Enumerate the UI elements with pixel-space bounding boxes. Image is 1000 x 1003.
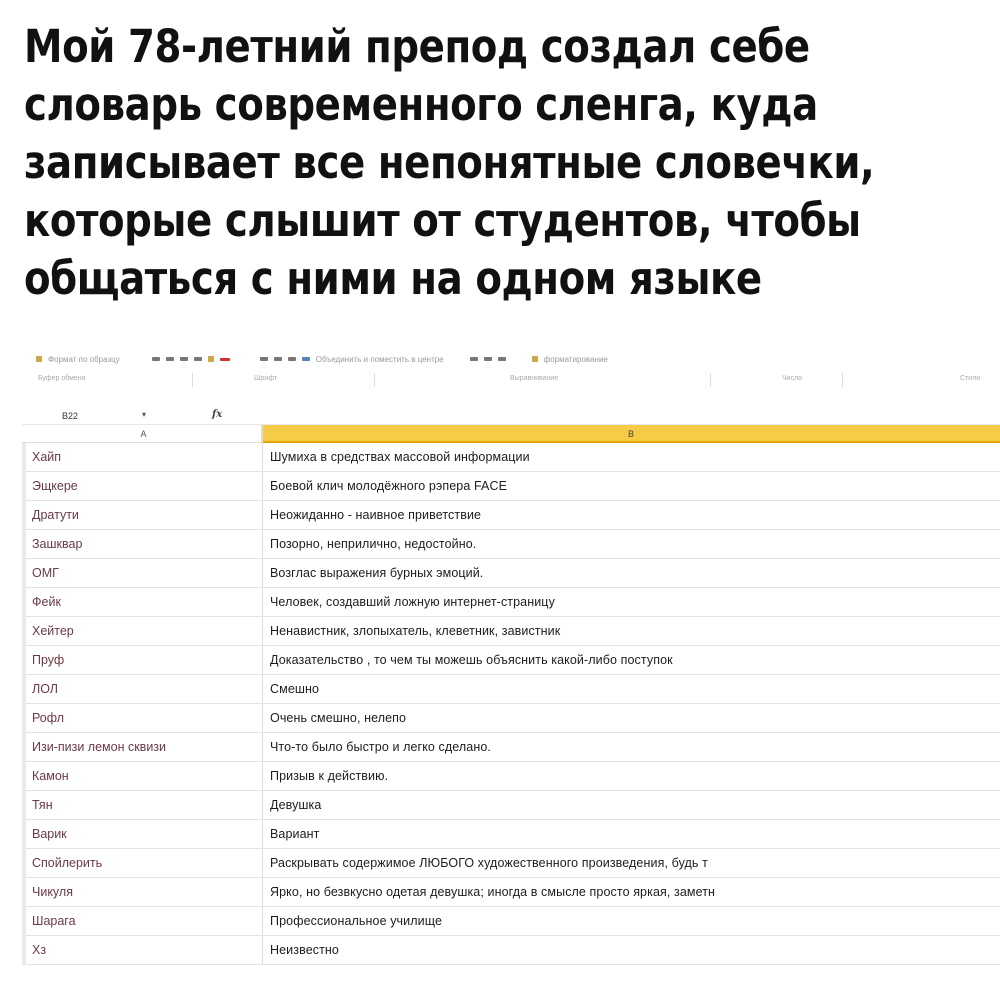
group-font-label: Шрифт [254, 375, 278, 382]
term-cell[interactable]: Шарага [32, 914, 76, 928]
column-headers [22, 425, 1000, 443]
term-cell[interactable]: Эщкере [32, 479, 78, 493]
caption-line: которые слышит от студентов, чтобы [24, 194, 861, 247]
term-cell[interactable]: Пруф [32, 653, 65, 667]
meaning-cell[interactable]: Ненавистник, злопыхатель, клеветник, завистник [270, 624, 561, 638]
align-center-icon[interactable] [274, 357, 282, 361]
merge-center-button[interactable]: Объединить и поместить в центре [315, 354, 444, 364]
group-number-label: Число [782, 375, 803, 382]
ribbon-divider [374, 373, 375, 387]
table-row[interactable] [22, 878, 1000, 907]
border-icon[interactable] [194, 357, 202, 361]
caption-line: Мой 78-летний препод создал себе [24, 20, 810, 73]
table-row[interactable] [22, 762, 1000, 791]
meaning-cell[interactable]: Позорно, неприлично, недостойно. [270, 537, 477, 551]
meaning-cell[interactable]: Возглас выражения бурных эмоций. [270, 566, 484, 580]
table-row[interactable] [22, 704, 1000, 733]
conditional-format-button[interactable]: форматирование [543, 354, 608, 364]
font-color-icon[interactable] [220, 358, 230, 361]
decimal-icon[interactable] [498, 357, 506, 361]
group-styles-label: Стили [960, 375, 981, 382]
table-row[interactable] [22, 849, 1000, 878]
meaning-cell[interactable]: Смешно [270, 682, 320, 696]
caption [24, 18, 987, 308]
bold-icon[interactable] [152, 357, 160, 361]
term-cell[interactable]: Рофл [32, 711, 65, 725]
align-left-icon[interactable] [260, 357, 268, 361]
table-row[interactable] [22, 530, 1000, 559]
caption-line: словарь современного сленга, куда [24, 78, 818, 131]
table-row[interactable] [22, 588, 1000, 617]
term-cell[interactable]: Фейк [32, 595, 61, 609]
italic-icon[interactable] [166, 357, 174, 361]
spreadsheet-screenshot [22, 345, 1000, 965]
meaning-cell[interactable]: Раскрывать содержимое ЛЮБОГО художественного произведения, будь т [270, 856, 708, 870]
caption-line: общаться с ними на одном языке [24, 252, 762, 305]
term-cell[interactable]: ЛОЛ [32, 682, 58, 696]
table-row[interactable] [22, 443, 1000, 472]
meaning-cell[interactable]: Доказательство , то чем ты можешь объяснить какой-либо поступок [270, 653, 673, 667]
caption-line: записывает все непонятные словечки, [24, 136, 875, 189]
chevron-down-icon[interactable]: ▾ [142, 410, 147, 419]
column-header-b[interactable]: B [262, 425, 1000, 443]
thousands-icon[interactable] [484, 357, 492, 361]
format-painter-button[interactable]: Формат по образцу [48, 354, 120, 364]
term-cell[interactable]: Хейтер [32, 624, 74, 638]
term-cell[interactable]: Дратути [32, 508, 79, 522]
meaning-cell[interactable]: Девушка [270, 798, 322, 812]
term-cell[interactable]: Тян [32, 798, 53, 812]
column-header-a[interactable]: A [26, 425, 262, 443]
fill-color-icon[interactable] [208, 356, 214, 362]
term-cell[interactable]: Хайп [32, 450, 62, 464]
term-cell[interactable]: Варик [32, 827, 67, 841]
meaning-cell[interactable]: Шумиха в средствах массовой информации [270, 450, 530, 464]
ribbon [22, 345, 1000, 395]
term-cell[interactable]: Спойлерить [32, 856, 103, 870]
ribbon-divider [842, 373, 843, 387]
underline-icon[interactable] [180, 357, 188, 361]
table-row[interactable] [22, 791, 1000, 820]
term-cell[interactable]: Хз [32, 943, 47, 957]
align-right-icon[interactable] [288, 357, 296, 361]
ribbon-divider [192, 373, 193, 387]
meaning-cell[interactable]: Профессиональное училище [270, 914, 443, 928]
term-cell[interactable]: Изи-пизи лемон сквизи [32, 740, 167, 754]
table-row[interactable] [22, 820, 1000, 849]
table-row[interactable] [22, 733, 1000, 762]
meaning-cell[interactable]: Боевой клич молодёжного рэпера FACE [270, 479, 508, 493]
table-row[interactable] [22, 559, 1000, 588]
percent-icon[interactable] [470, 357, 478, 361]
term-cell[interactable]: ОМГ [32, 566, 59, 580]
table-row[interactable] [22, 646, 1000, 675]
table-row[interactable] [22, 617, 1000, 646]
table-row[interactable] [22, 907, 1000, 936]
meaning-cell[interactable]: Ярко, но безвкусно одетая девушка; иногда в смысле просто яркая, заметн [270, 885, 716, 899]
meaning-cell[interactable]: Призыв к действию. [270, 769, 389, 783]
conditional-format-icon[interactable] [532, 356, 538, 362]
meaning-cell[interactable]: Очень смешно, нелепо [270, 711, 407, 725]
meaning-cell[interactable]: Что-то было быстро и легко сделано. [270, 740, 491, 754]
formula-bar [22, 407, 1000, 425]
table-row[interactable] [22, 501, 1000, 530]
group-clipboard-label: Буфер обмена [38, 375, 86, 382]
format-painter-icon[interactable] [36, 356, 42, 362]
table-row[interactable] [22, 936, 1000, 965]
meaning-cell[interactable]: Вариант [270, 827, 320, 841]
meaning-cell[interactable]: Человек, создавший ложную интернет-страницу [270, 595, 555, 609]
table-row[interactable] [22, 675, 1000, 704]
meaning-cell[interactable]: Неизвестно [270, 943, 339, 957]
fx-icon[interactable]: fx [212, 409, 223, 420]
table-row[interactable] [22, 472, 1000, 501]
name-box[interactable]: B22 [62, 411, 79, 421]
merge-center-icon[interactable] [302, 357, 310, 361]
meaning-cell[interactable]: Неожиданно - наивное приветствие [270, 508, 482, 522]
term-cell[interactable]: Чикуля [32, 885, 73, 899]
ribbon-divider [710, 373, 711, 387]
group-alignment-label: Выравнивание [510, 375, 559, 382]
term-cell[interactable]: Камон [32, 769, 69, 783]
term-cell[interactable]: Зашквар [32, 537, 83, 551]
